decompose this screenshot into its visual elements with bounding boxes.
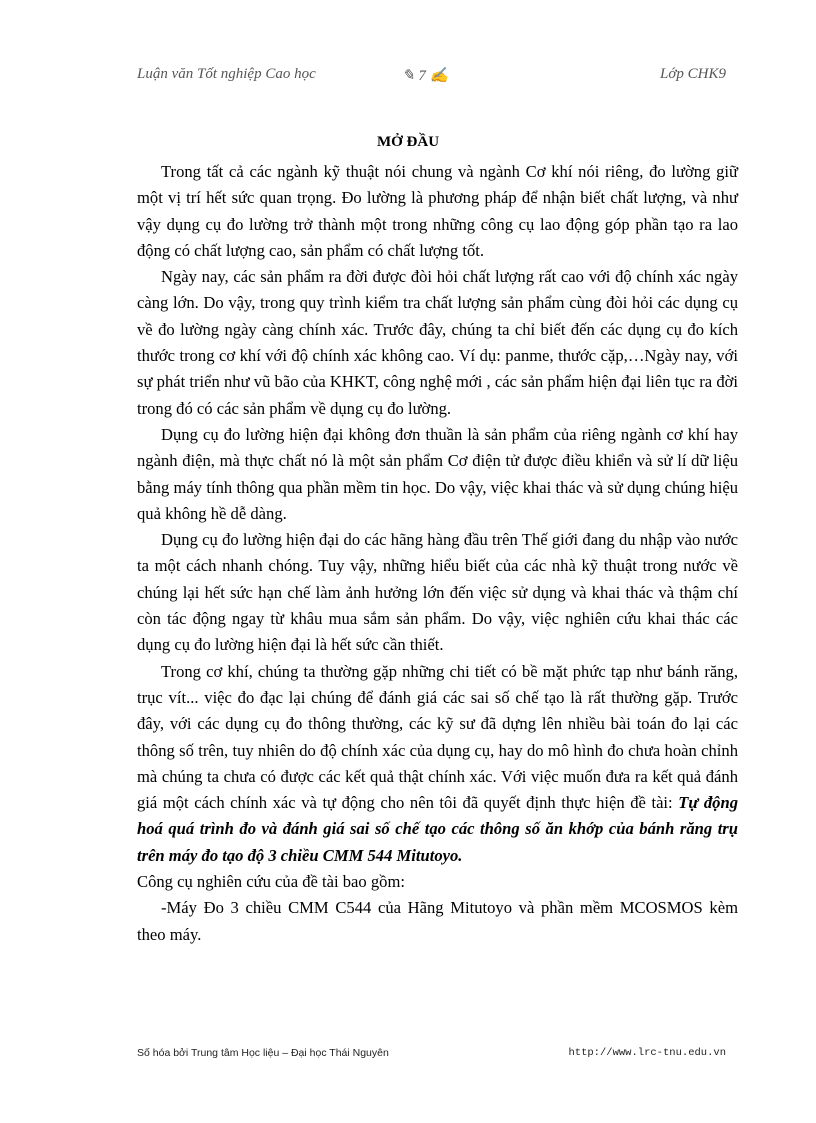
paragraph-5-text: Trong cơ khí, chúng ta thường gặp những chi tiết có bề mặt phức tạp như bánh răng, trục vít... việc đo đạc lại chúng để đánh giá các sai số chế tạo là rất thường gặp. Trước đây, với các dụng cụ đo thông thường, các kỹ sư đã dựng lên nhiều bài toán đo lại các thông số trên, tuy nhiên do độ chính xác của dụng cụ, hay do mô hình đo chưa hoàn chỉnh mà chúng ta chưa có được các kết quả thật chính xác. Với việc muốn đưa ra kết quả đánh giá một cách chính xác và tự động cho nên tôi đã quyết định thực hiện đề tài: — [137, 661, 738, 813]
section-title: MỞ ĐẦU — [376, 134, 440, 150]
paragraph-4: Dụng cụ đo lường hiện đại do các hãng hàng đầu trên Thế giới đang du nhập vào nước ta một cách nhanh chóng. Tuy vậy, những hiểu biết của các nhà kỹ thuật trong nước về chúng lại hết sức hạn chế làm ảnh hưởng lớn đến việc sử dụng và khai thác và thậm chí còn tác động ngay từ khâu mua sắm sản phẩm. Do vậy, việc nghiên cứu khai thác các dụng cụ đo lường hiện đại là hết sức cần thiết. — [137, 530, 738, 655]
paragraph-2: Ngày nay, các sản phẩm ra đời được đòi hỏi chất lượng rất cao với độ chính xác ngày càng lớn. Do vậy, trong quy trình kiểm tra chất lượng sản phẩm cùng đòi hỏi các dụng cụ về đo lường ngày càng chính xác. Trước đây, chúng ta chỉ biết đến các dụng cụ đo kích thước trong cơ khí với độ chính xác không cao. Ví dụ: panme, thước cặp,…Ngày nay, với sự phát triển như vũ bão của KHKT, công nghệ mới , các sản phẩm hiện đại liên tục ra đời trong đó có các sản phẩm về dụng cụ đo lường. — [137, 267, 738, 418]
paragraph-1: Trong tất cả các ngành kỹ thuật nói chung và ngành Cơ khí nói riêng, đo lường giữ một vị trí hết sức quan trọng. Đo lường là phương pháp để nhận biết chất lượng, và như vậy dụng cụ đo lường trở thành một trong những công cụ lao động góp phần tạo ra lao động có chất lượng cao, sản phẩm có chất lượng tốt. — [137, 162, 738, 260]
body-text — [137, 159, 738, 948]
paragraph-7: -Máy Đo 3 chiều CMM C544 của Hãng Mitutoyo và phần mềm MCOSMOS kèm theo máy. — [137, 898, 738, 944]
paragraph-3: Dụng cụ đo lường hiện đại không đơn thuần là sản phẩm của riêng ngành cơ khí hay ngành điện, mà thực chất nó là một sản phẩm Cơ điện tử được điều khiển và sử lí dữ liệu bằng máy tính thông qua phần mềm tin học. Do vậy, việc khai thác và sử dụng chúng hiệu quả không hề dễ dàng. — [137, 424, 738, 523]
header-left-text: Luận văn Tốt nghiệp Cao học — [137, 66, 316, 82]
thesis-topic: Tự động hoá quá trình đo và đánh giá sai số chế tạo các thông số ăn khớp của bánh răng trụ trên máy đo tạo độ 3 chiều CMM 544 Mitutoyo. — [137, 793, 738, 865]
paragraph-5 — [137, 659, 738, 869]
header-page-number: ✎ 7 ✍ — [402, 68, 449, 84]
header-right-text: Lớp CHK9 — [660, 66, 726, 82]
footer-url: http://www.lrc-tnu.edu.vn — [568, 1047, 726, 1059]
footer-left-text: Số hóa bởi Trung tâm Học liệu – Đại học Thái Nguyên — [137, 1047, 389, 1059]
paragraph-6: Công cụ nghiên cứu của đề tài bao gồm: — [137, 872, 405, 892]
